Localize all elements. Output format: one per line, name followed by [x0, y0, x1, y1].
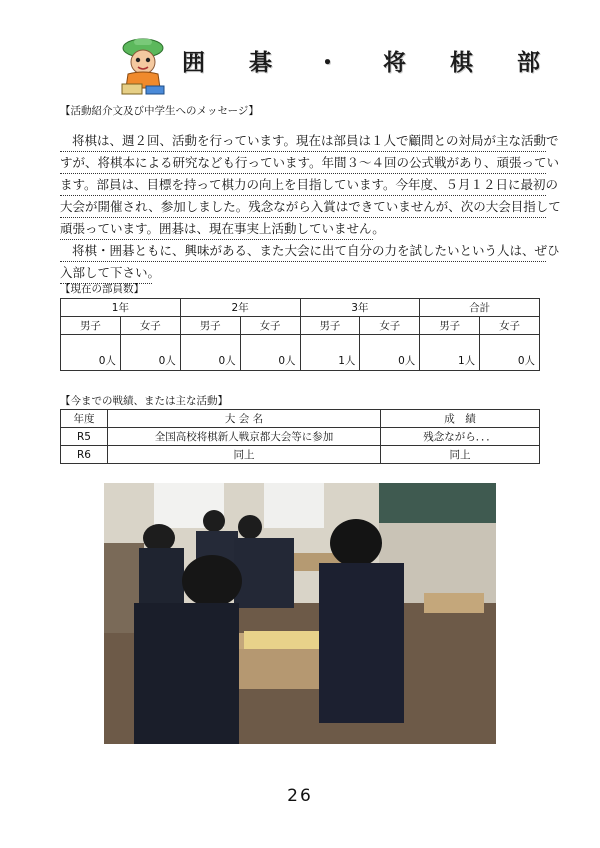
intro-line: ます。部員は、目標を持って棋力の向上を目指しています。今年度、５月１２日に最初の [60, 174, 546, 196]
record-event: 同上 [108, 446, 381, 464]
member-count: 0人 [360, 335, 420, 371]
page-number: 26 [287, 786, 313, 806]
members-table [60, 298, 540, 371]
page-title: 囲 碁 ・ 将 棋 部 [182, 50, 559, 76]
grade-header: 1年 [61, 299, 181, 317]
grade-header: 2年 [180, 299, 300, 317]
grade-header: 合計 [420, 299, 540, 317]
intro-label: 【活動紹介文及び中学生へのメッセージ】 [60, 105, 259, 117]
record-year: R6 [61, 446, 108, 464]
record-header: 成 績 [381, 410, 540, 428]
member-count: 1人 [420, 335, 480, 371]
gender-header: 女子 [120, 317, 180, 335]
intro-line: 大会が開催され、参加しました。残念ながら入賞はできていませんが、次の大会目指して [60, 196, 546, 218]
grade-header: 3年 [300, 299, 420, 317]
record-header: 年度 [61, 410, 108, 428]
member-count: 0人 [480, 335, 540, 371]
gender-header: 男子 [61, 317, 121, 335]
record-table [60, 409, 540, 464]
record-event: 全国高校将棋新人戦京都大会等に参加 [108, 428, 381, 446]
record-result: 残念ながら．．． [381, 428, 540, 446]
intro-line: 入部して下さい。 [60, 262, 152, 284]
member-count: 0人 [120, 335, 180, 371]
intro-text [60, 130, 561, 284]
club-photo [104, 483, 496, 744]
member-count: 1人 [300, 335, 360, 371]
member-count: 0人 [180, 335, 240, 371]
record-label: 【今までの戦績、または主な活動】 [60, 395, 228, 407]
gender-header: 男子 [180, 317, 240, 335]
record-header: 大 会 名 [108, 410, 381, 428]
intro-line: 頑張っています。囲碁は、現在事実上活動していません。 [60, 218, 373, 240]
gender-header: 女子 [480, 317, 540, 335]
gender-header: 女子 [240, 317, 300, 335]
mascot-logo [116, 36, 170, 98]
intro-line: 将棋は、週２回、活動を行っています。現在は部員は１人で顧問との対局が主な活動で [60, 130, 546, 152]
intro-line: すが、将棋本による研究なども行っています。年間３～４回の公式戦があり、頑張ってい [60, 152, 546, 174]
gender-header: 男子 [300, 317, 360, 335]
gender-header: 女子 [360, 317, 420, 335]
record-result: 同上 [381, 446, 540, 464]
member-count: 0人 [61, 335, 121, 371]
gender-header: 男子 [420, 317, 480, 335]
intro-line: 将棋・囲碁ともに、興味がある、また大会に出て自分の力を試したいという人は、ぜひ [60, 240, 546, 262]
record-year: R5 [61, 428, 108, 446]
member-count: 0人 [240, 335, 300, 371]
members-label: 【現在の部員数】 [60, 283, 144, 295]
